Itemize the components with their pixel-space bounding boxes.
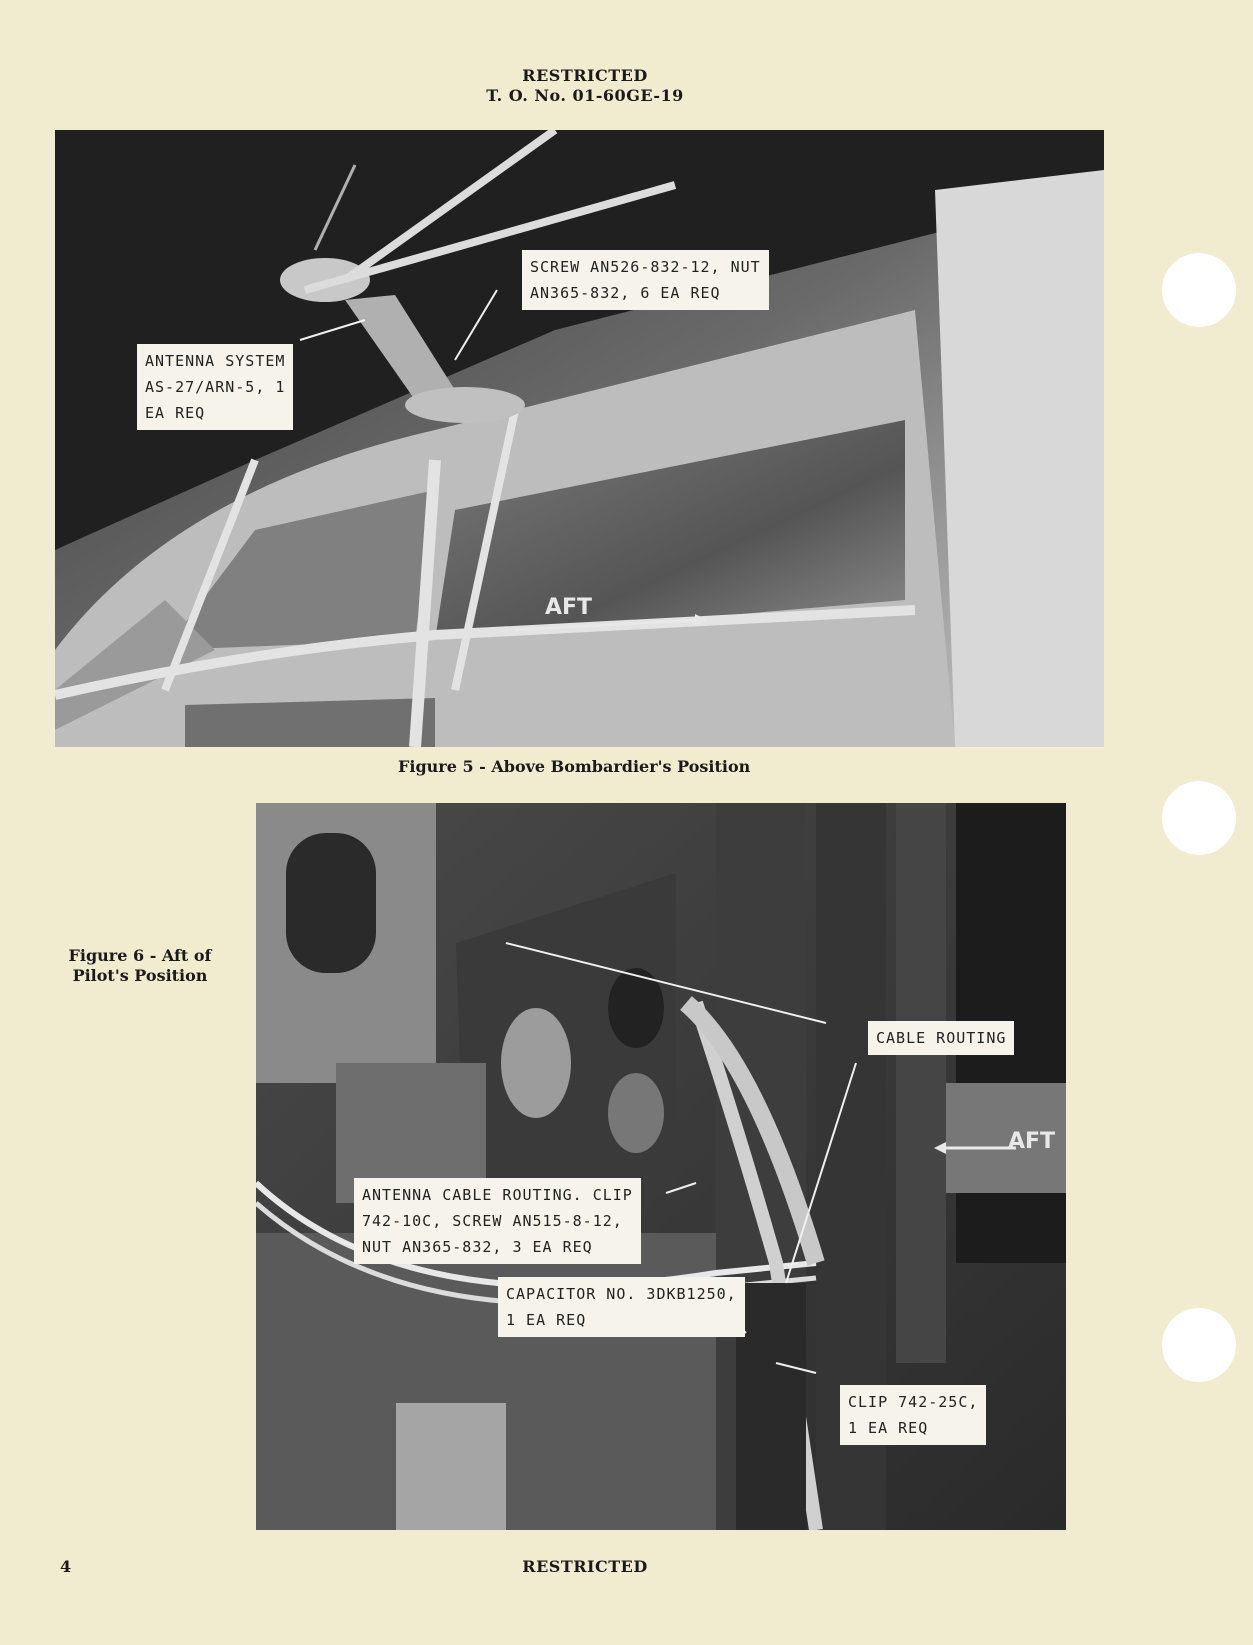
binder-hole-top (1162, 253, 1236, 327)
page-number: 4 (60, 1557, 72, 1576)
figure6-aft-marking: AFT (1008, 1129, 1056, 1154)
figure5-callout-screw: SCREW AN526-832-12, NUT AN365-832, 6 EA REQ (522, 250, 769, 310)
figure5-aft-marking: AFT (545, 595, 593, 620)
figure6-callout-cable-routing: CABLE ROUTING (868, 1021, 1014, 1055)
figure6-caption-line1: Figure 6 - Aft of (68, 946, 212, 965)
figure5-caption: Figure 5 - Above Bombardier's Position (398, 757, 751, 776)
header-doc-number: T. O. No. 01-60GE-19 (486, 86, 684, 105)
figure5-callout-antenna: ANTENNA SYSTEM AS-27/ARN-5, 1 EA REQ (137, 344, 293, 430)
figure6-callout-clip: CLIP 742-25C, 1 EA REQ (840, 1385, 986, 1445)
figure6-callout-capacitor: CAPACITOR NO. 3DKB1250, 1 EA REQ (498, 1277, 745, 1337)
binder-hole-middle (1162, 781, 1236, 855)
footer-classification: RESTRICTED (522, 1557, 648, 1576)
figure6-caption-line2: Pilot's Position (72, 966, 208, 985)
figure5-photo (55, 130, 1104, 747)
binder-hole-bottom (1162, 1308, 1236, 1382)
header-classification: RESTRICTED (522, 66, 648, 85)
figure6-callout-antenna-cable: ANTENNA CABLE ROUTING. CLIP 742-10C, SCREW AN515-8-12, NUT AN365-832, 3 EA REQ (354, 1178, 641, 1264)
